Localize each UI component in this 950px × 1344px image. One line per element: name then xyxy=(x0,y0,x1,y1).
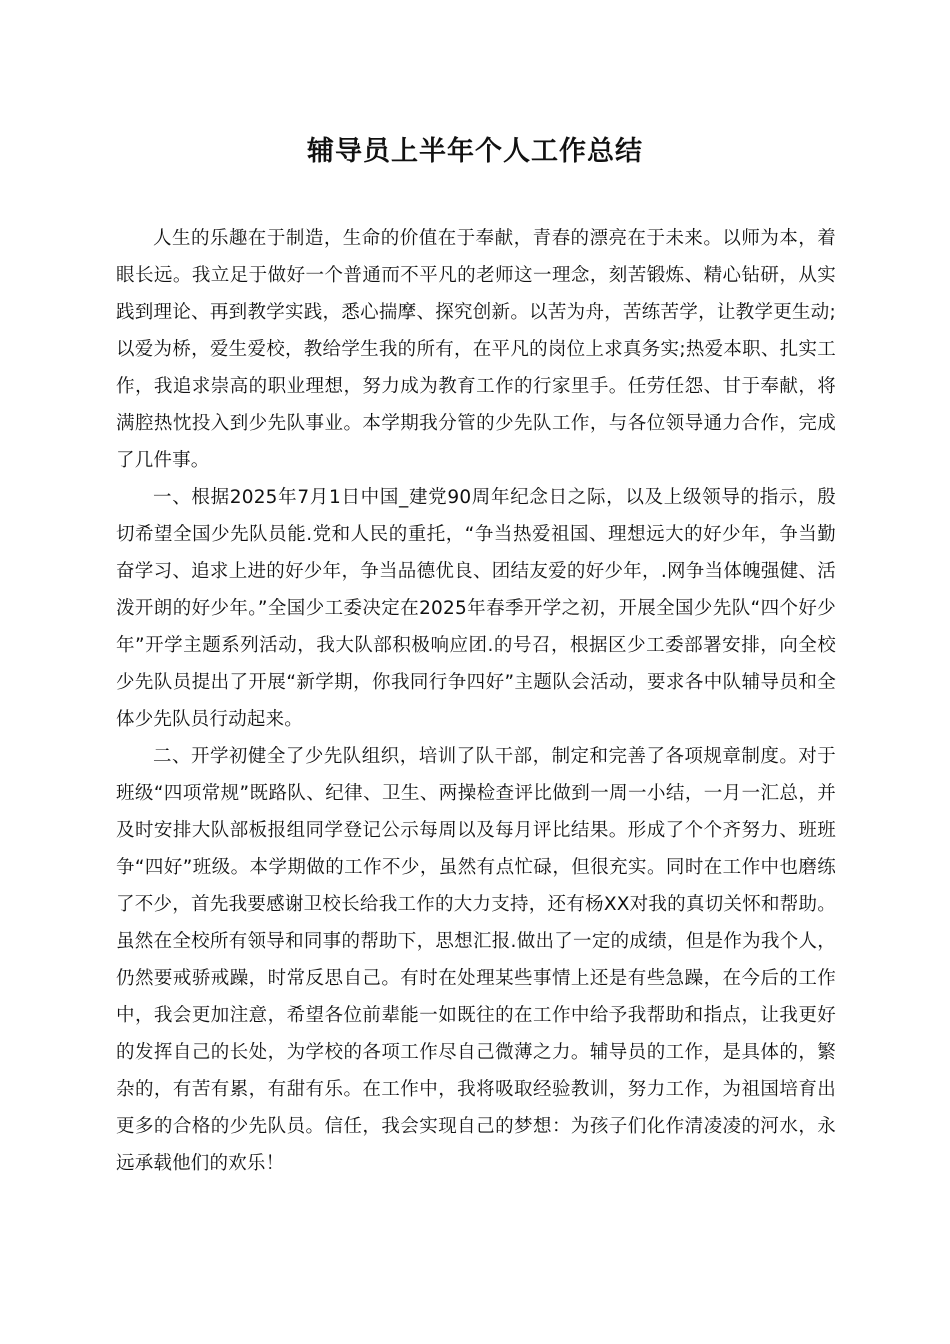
paragraph-section-one: 一、根据2025年7月1日中国_建党90周年纪念日之际，以及上级领导的指示，殷切希望全国少先队员能.党和人民的重托，“争当热爱祖国、理想远大的好少年，争当勤奋学习、追求上进的好少年，争当品德优良、团结友爱的好少年，.网争当体魄强健、活泼开朗的好少年。”全国少工委决定在2025年春季开学之初，开展全国少先队“四个好少年”开学主题系列活动，我大队部积极响应团.的号召，根据区少工委部署安排，向全校少先队员提出了开展“新学期，你我同行争四好”主题队会活动，要求各中队辅导员和全体少先队员行动起来。 xyxy=(116,487,836,730)
paragraph-intro: 人生的乐趣在于制造，生命的价值在于奉献，青春的漂亮在于未来。以师为本，着眼长远。我立足于做好一个普通而不平凡的老师这一理念，刻苦锻炼、精心钻研，从实践到理论、再到教学实践，悉心揣摩、探究创新。以苦为舟，苦练苦学，让教学更生动;以爱为桥，爱生爱校，教给学生我的所有，在平凡的岗位上求真务实;热爱本职、扎实工作，我追求崇高的职业理想，努力成为教育工作的行家里手。任劳任怨、甘于奉献，将满腔热忱投入到少先队事业。本学期我分管的少先队工作，与各位领导通力合作，完成了几件事。 xyxy=(116,228,836,471)
document-title: 辅导员上半年个人工作总结 xyxy=(307,136,643,167)
document-body xyxy=(116,220,836,1182)
paragraph-section-two: 二、开学初健全了少先队组织，培训了队干部，制定和完善了各项规章制度。对于班级“四项常规”既路队、纪律、卫生、两操检查评比做到一周一小结，一月一汇总，并及时安排大队部板报组同学登记公示每周以及每月评比结果。形成了个个齐努力、班班争“四好”班级。本学期做的工作不少，虽然有点忙碌，但很充实。同时在工作中也磨练了不少，首先我要感谢卫校长给我工作的大力支持，还有杨XX对我的真切关怀和帮助。虽然在全校所有领导和同事的帮助下，思想汇报.做出了一定的成绩，但是作为我个人，仍然要戒骄戒躁，时常反思自己。有时在处理某些事情上还是有些急躁，在今后的工作中，我会更加注意，希望各位前辈能一如既往的在工作中给予我帮助和指点，让我更好的发挥自己的长处，为学校的各项工作尽自己微薄之力。辅导员的工作，是具体的，繁杂的，有苦有累，有甜有乐。在工作中，我将吸取经验教训，努力工作，为祖国培育出更多的合格的少先队员。信任，我会实现自己的梦想：为孩子们化作清凌凌的河水，永远承载他们的欢乐！ xyxy=(116,746,836,1174)
